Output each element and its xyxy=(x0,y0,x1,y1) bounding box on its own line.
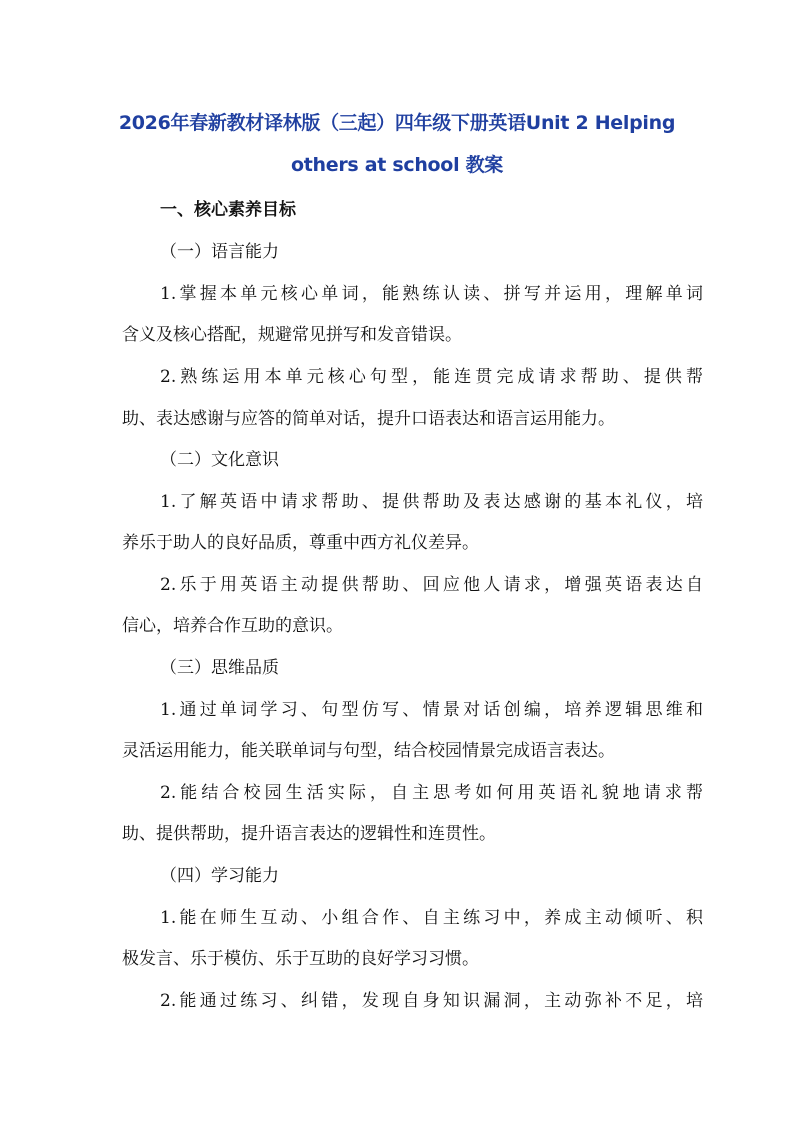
paragraph-line: 灵活运用能力，能关联单词与句型，结合校园情景完成语言表达。 xyxy=(122,741,615,761)
section-heading-core-goals: 一、核心素养目标 xyxy=(160,200,296,220)
paragraph-line: 1.掌握本单元核心单词，能熟练认读、拼写并运用，理解单词 xyxy=(160,284,703,304)
paragraph-line: 助、表达感谢与应答的简单对话，提升口语表达和语言运用能力。 xyxy=(122,409,615,429)
paragraph-line: 养乐于助人的良好品质，尊重中西方礼仪差异。 xyxy=(122,533,479,553)
subheading-cultural-awareness: （二）文化意识 xyxy=(160,450,279,470)
paragraph-line: 2.乐于用英语主动提供帮助、回应他人请求，增强英语表达自 xyxy=(160,575,703,595)
paragraph-line: 含义及核心搭配，规避常见拼写和发音错误。 xyxy=(122,325,462,345)
paragraph-line: 2.能通过练习、纠错，发现自身知识漏洞，主动弥补不足，培 xyxy=(160,991,703,1011)
paragraph-line: 1.了解英语中请求帮助、提供帮助及表达感谢的基本礼仪，培 xyxy=(160,492,703,512)
paragraph-line: 极发言、乐于模仿、乐于互助的良好学习习惯。 xyxy=(122,949,479,969)
paragraph-line: 2.能结合校园生活实际，自主思考如何用英语礼貌地请求帮 xyxy=(160,783,703,803)
paragraph-line: 1.能在师生互动、小组合作、自主练习中，养成主动倾听、积 xyxy=(160,908,703,928)
document-title-line-1: 2026年春新教材译林版（三起）四年级下册英语Unit 2 Helping xyxy=(118,112,676,134)
paragraph-line: 信心，培养合作互助的意识。 xyxy=(122,616,343,636)
paragraph-line: 2.熟练运用本单元核心句型，能连贯完成请求帮助、提供帮 xyxy=(160,367,703,387)
subheading-thinking-quality: （三）思维品质 xyxy=(160,658,279,678)
document-title-line-2: others at school 教案 xyxy=(291,154,503,176)
paragraph-line: 助、提供帮助，提升语言表达的逻辑性和连贯性。 xyxy=(122,824,496,844)
subheading-language-ability: （一）语言能力 xyxy=(160,242,279,262)
paragraph-line: 1.通过单词学习、句型仿写、情景对话创编，培养逻辑思维和 xyxy=(160,700,703,720)
subheading-learning-ability: （四）学习能力 xyxy=(160,866,279,886)
